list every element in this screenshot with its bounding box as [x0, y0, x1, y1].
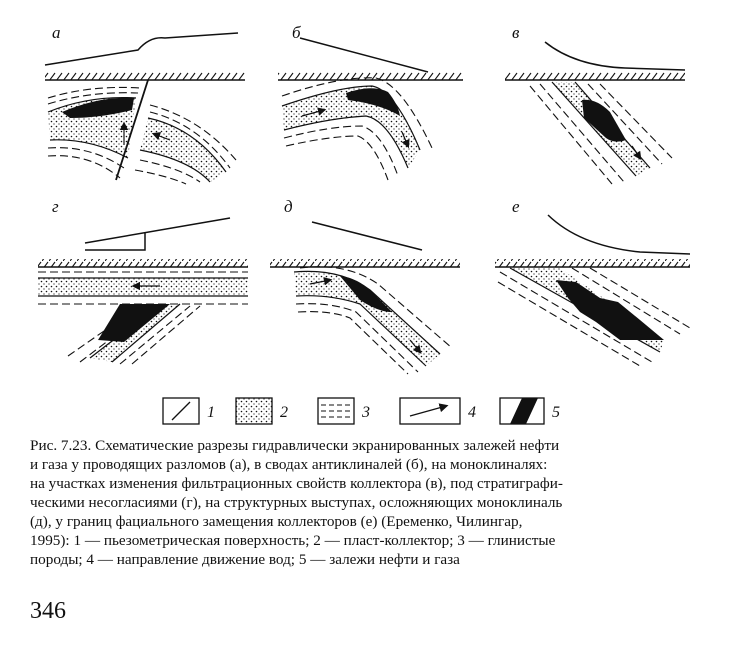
piezometric-line-b	[300, 38, 428, 72]
legend-number-3: 3	[362, 404, 370, 421]
reservoir-upper-g	[38, 278, 248, 296]
panel-label-g: г	[52, 197, 59, 216]
piezometric-line-symbol	[172, 402, 190, 420]
reservoir-right-a	[140, 118, 226, 182]
legend-item-2	[236, 398, 288, 424]
figure-caption	[30, 436, 720, 569]
legend-item-3	[318, 398, 370, 424]
oil-deposit-v	[582, 100, 626, 142]
panel-label-a: а	[52, 23, 61, 42]
ground-hatch-e	[495, 259, 690, 267]
caption-line: и газа у проводящих разломов (а), в сводах антиклиналей (б), на моноклиналях:	[30, 456, 548, 473]
legend-number-2: 2	[280, 404, 288, 421]
panel-e	[495, 197, 690, 366]
panel-label-b: б	[292, 23, 301, 42]
panel-d	[270, 197, 460, 374]
piezometric-line-a	[45, 33, 238, 65]
legend-item-1	[163, 398, 215, 424]
piezometric-line-d	[312, 222, 422, 250]
panel-g	[38, 197, 248, 364]
piezometric-line-v	[545, 42, 685, 70]
legend-number-5: 5	[552, 404, 560, 421]
legend	[163, 398, 560, 424]
panel-a	[45, 23, 245, 184]
caption-line: (д), у границ фациального замещения коллекторов (е) (Еременко, Чилингар,	[30, 513, 523, 530]
caption-line: ческими несогласиями (г), на структурных выступах, осложняющих моноклиналь	[30, 494, 563, 511]
legend-item-4	[400, 398, 476, 424]
ground-hatch-v	[505, 72, 685, 80]
legend-number-4: 4	[468, 404, 476, 421]
ground-hatch-a	[45, 72, 245, 80]
legend-item-5	[500, 398, 560, 424]
legend-number-1: 1	[207, 404, 215, 421]
oil-deposit-e	[556, 280, 664, 340]
panel-label-d: д	[284, 197, 293, 216]
deposit-symbol	[510, 398, 538, 424]
ground-hatch-g	[38, 259, 248, 267]
page-number: 346	[30, 598, 66, 624]
panel-label-e: е	[512, 197, 520, 216]
caption-line: на участках изменения фильтрационных свойств коллектора (в), под стратиграфи-	[30, 475, 563, 492]
panel-v	[505, 23, 685, 184]
ground-hatch-d	[270, 259, 460, 267]
piezometric-line-g	[85, 218, 230, 243]
caption-line: 1995): 1 — пьезометрическая поверхность; 2 — пласт-коллектор; 3 — глинистые	[30, 532, 556, 549]
caption-line: Рис. 7.23. Схематические разрезы гидравлически экранированных залежей нефти	[30, 437, 560, 454]
piezometric-line-e	[548, 215, 690, 254]
ground-hatch-b	[278, 72, 463, 80]
panel-b	[278, 23, 463, 180]
panel-label-v: в	[512, 23, 520, 42]
caption-line: породы; 4 — направление движение вод; 5 — залежи нефти и газа	[30, 551, 460, 568]
flow-arrow-symbol	[410, 406, 446, 416]
